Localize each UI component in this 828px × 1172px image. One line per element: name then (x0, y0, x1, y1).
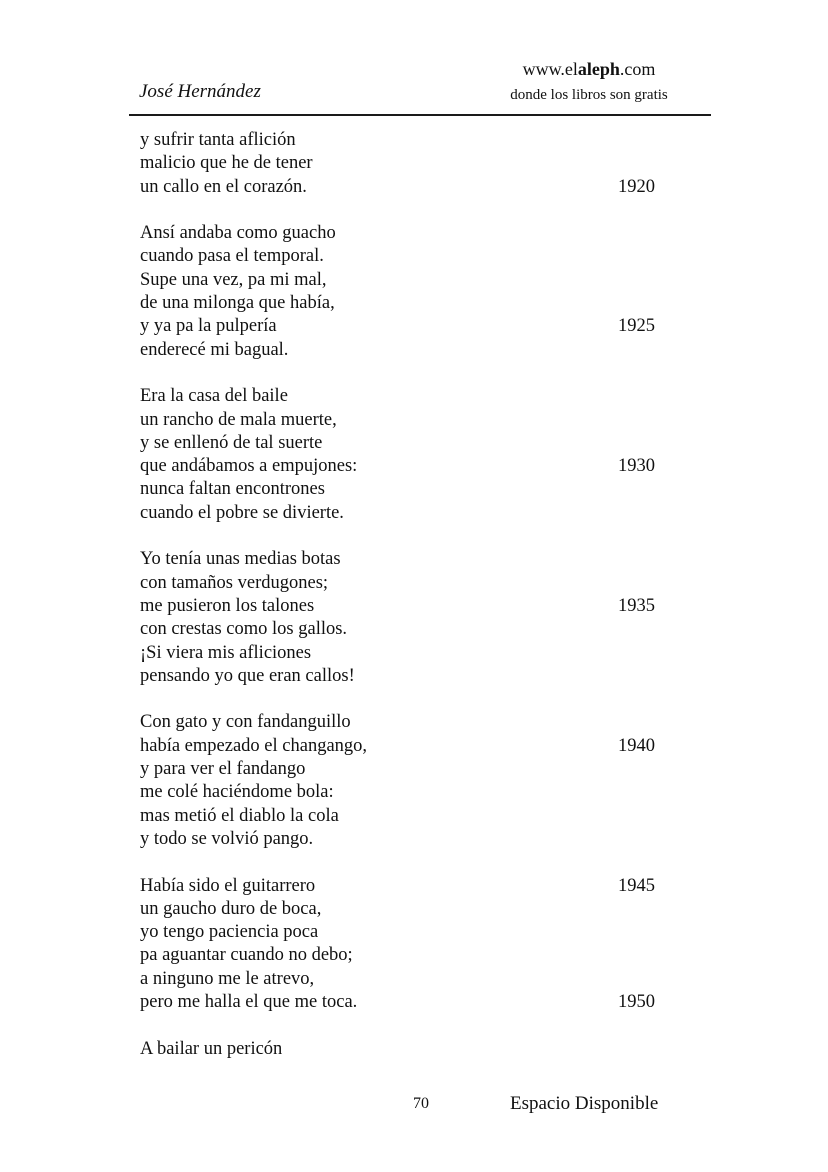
stanza-gap (140, 688, 680, 711)
verse-text: Ansí andaba como guacho (140, 223, 336, 244)
verse-text: y ya pa la pulpería (140, 316, 277, 337)
verse-line (140, 944, 680, 967)
verse-text: me colé haciéndome bola: (140, 782, 334, 803)
page-header (129, 56, 711, 116)
verse-text: yo tengo paciencia poca (140, 922, 319, 943)
verse-line (140, 315, 680, 338)
verse-line (140, 269, 680, 292)
page-footer (0, 1093, 828, 1119)
verse-text: Había sido el guitarrero (140, 875, 316, 896)
footer-note: Espacio Disponible (510, 1093, 659, 1114)
verse-text: mas metió el diablo la cola (140, 805, 339, 826)
verse-text: un rancho de mala muerte, (140, 409, 337, 430)
verse-text: ¡Si viera mis afliciones (140, 642, 312, 663)
verse-line (140, 339, 680, 362)
verse-line (140, 665, 680, 688)
verse-line (140, 548, 680, 571)
line-number: 1935 (618, 595, 655, 616)
stanza-gap (140, 1014, 680, 1037)
verse-line (140, 595, 680, 618)
verse-text: que andábamos a empujones: (140, 456, 358, 477)
line-number: 1945 (618, 875, 655, 896)
verse-text: pa aguantar cuando no debo; (140, 945, 353, 966)
site-url-suffix: .com (619, 59, 656, 79)
verse-line (140, 618, 680, 641)
site-branding (489, 58, 689, 105)
verse-line (140, 828, 680, 851)
verse-text: malicio que he de tener (140, 153, 313, 174)
verse-text: a ninguno me le atrevo, (140, 968, 315, 989)
verse-line (140, 292, 680, 315)
verse-text: Con gato y con fandanguillo (140, 712, 351, 733)
verse-text: con crestas como los gallos. (140, 619, 348, 640)
page-number: 70 (413, 1095, 429, 1112)
verse-text: nunca faltan encontrones (140, 479, 325, 500)
verse-text: pensando yo que eran callos! (140, 665, 355, 686)
verse-text: cuando el pobre se divierte. (140, 502, 344, 523)
site-url-bold: aleph (577, 59, 620, 79)
verse-line (140, 432, 680, 455)
verse-text: Supe una vez, pa mi mal, (140, 269, 327, 290)
site-url[interactable] (489, 58, 689, 80)
line-number: 1925 (618, 316, 655, 337)
verse-text: y se enllenó de tal suerte (140, 432, 323, 453)
verse-line (140, 898, 680, 921)
poem-body (140, 129, 680, 1061)
verse-line (140, 409, 680, 432)
verse-text: y para ver el fandango (140, 759, 306, 780)
verse-text: un gaucho duro de boca, (140, 898, 322, 919)
verse-line (140, 1038, 680, 1061)
verse-text: un callo en el corazón. (140, 176, 307, 197)
verse-text: me pusieron los talones (140, 595, 315, 616)
verse-line (140, 222, 680, 245)
stanza-gap (140, 851, 680, 874)
verse-text: cuando pasa el temporal. (140, 246, 324, 267)
verse-line (140, 478, 680, 501)
verse-text: de una milonga que había, (140, 293, 335, 314)
verse-text: A bailar un pericón (140, 1038, 283, 1059)
verse-line (140, 735, 680, 758)
verse-line (140, 152, 680, 175)
site-url-prefix: www.el (522, 59, 578, 79)
verse-line (140, 991, 680, 1014)
verse-line (140, 572, 680, 595)
stanza-gap (140, 362, 680, 385)
verse-line (140, 921, 680, 944)
line-number: 1920 (618, 176, 655, 197)
verse-line (140, 455, 680, 478)
verse-text: había empezado el changango, (140, 735, 368, 756)
verse-line (140, 385, 680, 408)
verse-line (140, 805, 680, 828)
verse-text: y todo se volvió pango. (140, 828, 314, 849)
verse-text: pero me halla el que me toca. (140, 991, 358, 1012)
verse-line (140, 968, 680, 991)
verse-line (140, 875, 680, 898)
verse-text: Yo tenía unas medias botas (140, 549, 341, 570)
verse-line (140, 129, 680, 152)
line-number: 1940 (618, 735, 655, 756)
stanza-gap (140, 525, 680, 548)
verse-line (140, 502, 680, 525)
verse-text: enderecé mi bagual. (140, 339, 289, 360)
verse-text: Era la casa del baile (140, 386, 288, 407)
site-tagline: donde los libros son gratis (510, 87, 668, 103)
verse-line (140, 245, 680, 268)
stanza-gap (140, 199, 680, 222)
verse-line (140, 781, 680, 804)
verse-line (140, 711, 680, 734)
verse-line (140, 758, 680, 781)
verse-text: con tamaños verdugones; (140, 572, 329, 593)
author-name: José Hernández (139, 81, 261, 102)
verse-text: y sufrir tanta aflición (140, 130, 296, 150)
verse-line (140, 642, 680, 665)
verse-line (140, 176, 680, 199)
line-number: 1950 (618, 991, 655, 1012)
line-number: 1930 (618, 456, 655, 477)
